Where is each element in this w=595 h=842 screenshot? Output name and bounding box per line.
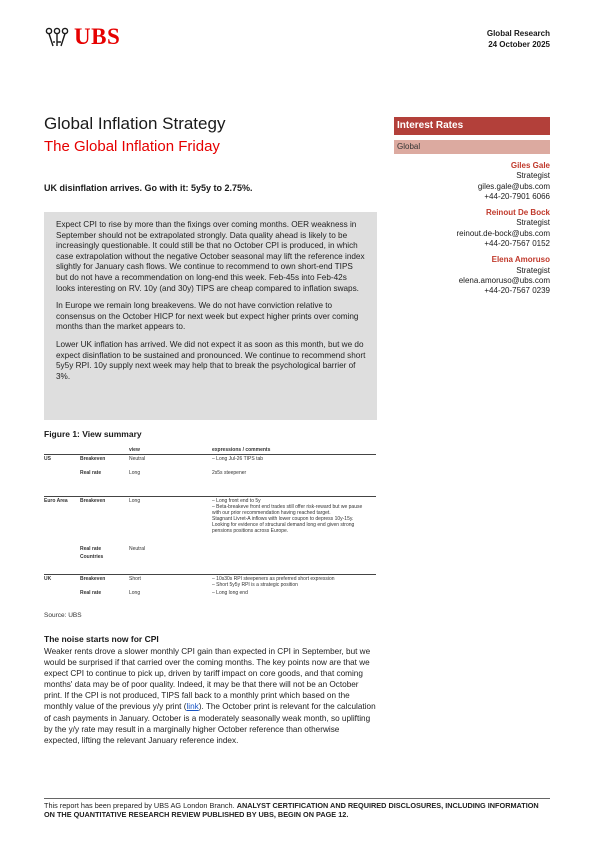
table-cell-region (44, 589, 80, 601)
table-cell-type: Breakeven (80, 497, 129, 545)
table-cell-comments (212, 589, 376, 601)
column-header: view (129, 445, 212, 455)
comment-line: with our prior recommendation having reached target. (212, 510, 331, 516)
table-cell-view: Long (129, 590, 141, 596)
table-cell-region (44, 545, 80, 553)
page-subtitle: The Global Inflation Friday (44, 138, 220, 155)
table-header-row (44, 445, 376, 455)
author-email[interactable]: reinout.de-bock@ubs.com (456, 228, 550, 238)
table-cell-type: Breakeven (80, 455, 129, 469)
summary-box (44, 212, 377, 420)
footer-divider (44, 798, 550, 799)
table-cell-type: Countries (80, 553, 104, 560)
author-list (390, 161, 550, 303)
body-text-part: Weaker rents drove a slower monthly CPI gain than expected in CPI in September, but we would be surprised if that carried over the coming months. The key points now are that we expect CPI to continue to pick up, driven by tariff impact on core goods, and that coming months' data may be of poor quality. Indeed, it may be that there will not be an October print. If the CPI is not produced, TIPS fall back to a monthly print which based on the monthly value of the previous y/y print ( (44, 647, 371, 712)
table-cell-region: Euro Area (44, 497, 80, 545)
author-role: Strategist (516, 171, 550, 181)
footer-text: This report has been prepared by UBS AG London Branch. (44, 801, 237, 810)
author-role: Strategist (516, 218, 550, 228)
report-meta (487, 28, 550, 50)
column-header (44, 445, 80, 455)
comment-line: 2s5s steepener (212, 469, 247, 476)
comment-line: pensions positions across Europe. (212, 528, 289, 534)
table-cell-comments (212, 455, 376, 469)
table-cell-comments (212, 469, 376, 497)
disclosure-footer (44, 801, 550, 819)
page-title: Global Inflation Strategy (44, 114, 226, 133)
table-cell-view: Neutral (129, 545, 146, 552)
summary-paragraph: Lower UK inflation has arrived. We did not expect it as soon as this month, but we do expect disinflation to be sustained and pronounced. We continue to recommend short 5y5y RPI. 10y supply next week may help that to break the psychological barrier of 3%. (56, 339, 366, 381)
comment-line: – 10s30s RPI steepeners as preferred short expression (212, 576, 335, 582)
table-cell-region: US (44, 455, 80, 469)
author-email[interactable]: giles.gale@ubs.com (477, 181, 550, 191)
author-phone: +44-20-7567 0152 (484, 239, 550, 249)
table-cell-view (129, 553, 212, 575)
ubs-logo (44, 26, 120, 48)
table-cell-type: Real rate (80, 545, 102, 552)
table-row (44, 553, 376, 575)
table-row (44, 455, 376, 469)
summary-paragraph: Expect CPI to rise by more than the fixings over coming months. OER weakness in September should not be extrapolated strongly. Data quality ahead is likely to be increasingly questionable. It could still be that no October CPI is produced, in which case extrapolation without the negative October seasonal may lift the reference index slightly for January cash flows. We continue to recommend to own short-end TIPS but do not have a recommendation on long-end this week. Feb-45s into Feb-42s looks interesting on RV. 10y (and 30y) TIPS are cheap compared to inflation swaps. (56, 220, 365, 293)
reference-link[interactable]: link (186, 702, 199, 712)
author-name: Giles Gale (510, 161, 550, 170)
table-cell-comments (212, 545, 376, 553)
comment-line: – Short 5y5y RPI is a strategic position (212, 582, 298, 588)
table-cell-view: Long (129, 469, 141, 476)
logo-text: UBS (74, 24, 121, 49)
column-header: expressions / comments (212, 445, 376, 455)
table-row (44, 575, 376, 590)
body-text-part: ). The October print is relevant for the calculation of cash payments in January. October is a moderately seasonally weak month, so uplifting by the y/y rate may result in a marginally higher October reference than otherwise expected, lifting the relevant January reference index. (44, 702, 376, 745)
table-row (44, 589, 376, 601)
view-summary-table (44, 445, 376, 601)
summary-paragraph: In Europe we remain long breakevens. We do not have conviction relative to consensus on the October HICP for next week but expect higher prints over coming months than the market appears to. (56, 301, 359, 332)
region-badge: Global (394, 140, 550, 154)
keys-icon (44, 27, 70, 47)
department-label: Global Research (486, 29, 550, 38)
table-cell-region: UK (44, 575, 80, 590)
table-cell-comments (212, 575, 376, 590)
table-cell-view: Long (129, 497, 212, 545)
comment-line: Looking for evidence of structural demand long end given strong (212, 522, 355, 528)
section-body (44, 646, 377, 746)
table-row (44, 469, 376, 497)
table-row (44, 497, 376, 545)
comment-line: Stagnant Livret-A inflows with lower coupon to depress 10y-15y. (212, 516, 354, 522)
table-cell-type: Breakeven (80, 575, 129, 590)
tagline: UK disinflation arrives. Go with it: 5y5y to 2.75%. (44, 183, 253, 193)
footer-disclosure: ANALYST CERTIFICATION AND REQUIRED DISCLOSURES, INCLUDING INFORMATION ON THE QUANTITATIVE RESEARCH REVIEW PUBLISHED BY UBS, BEGIN ON PAGE 12. (44, 801, 539, 820)
table-cell-type: Real rate (80, 590, 102, 596)
author-block (390, 161, 550, 202)
author-block (390, 208, 550, 249)
table-cell-region (44, 553, 80, 575)
author-block (390, 255, 550, 296)
table-cell-view: Short (129, 575, 212, 590)
comment-line: – Long long end (212, 590, 248, 596)
table-cell-region (44, 469, 80, 497)
comment-line: – Beta-breakeve front end trades still offer risk-reward but we pause (212, 504, 363, 510)
table-cell-view: Neutral (129, 455, 212, 469)
section-heading: The noise starts now for CPI (44, 634, 159, 644)
author-name: Reinout De Bock (485, 208, 550, 218)
author-phone: +44-20-7901 6066 (484, 191, 550, 201)
column-header (80, 445, 129, 455)
figure-title: Figure 1: View summary (44, 429, 142, 439)
topic-badge: Interest Rates (394, 117, 550, 135)
author-name: Elena Amoruso (491, 255, 550, 265)
figure-source: Source: UBS (44, 612, 82, 619)
table-cell-comments (212, 553, 376, 575)
report-date: 24 October 2025 (488, 40, 550, 49)
comment-line: – Long Jul-26 TIPS tab (212, 456, 264, 462)
table-cell-comments (212, 497, 376, 545)
table-row (44, 545, 376, 553)
table-cell-type: Real rate (80, 469, 102, 476)
author-phone: +44-20-7567 0239 (484, 286, 550, 296)
comment-line: – Long front end to 5y (212, 498, 261, 504)
author-role: Strategist (516, 265, 550, 275)
author-email[interactable]: elena.amoruso@ubs.com (458, 275, 550, 285)
